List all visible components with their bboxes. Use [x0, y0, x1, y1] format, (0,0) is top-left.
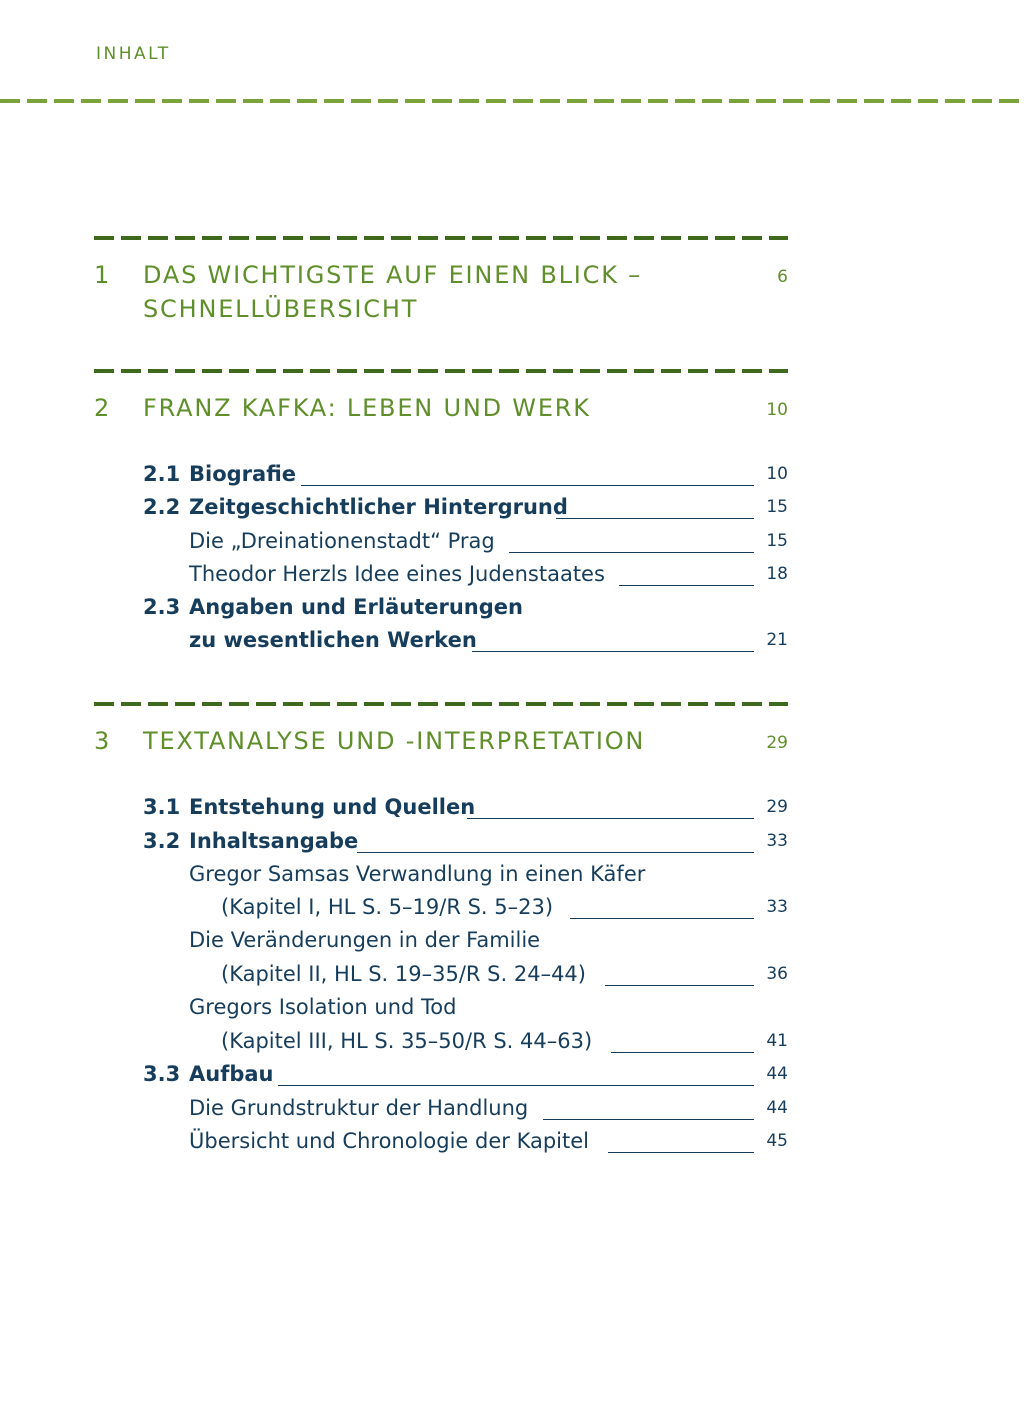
entry-number: 3.3 [143, 1062, 181, 1086]
toc-entry[interactable] [143, 862, 788, 892]
section-title [143, 258, 642, 326]
toc-entry[interactable] [143, 562, 788, 592]
toc-entry[interactable] [143, 529, 788, 559]
entry-label: Übersicht und Chronologie der Kapitel [189, 1129, 589, 1153]
section-number: 2 [94, 394, 110, 422]
entry-number: 2.2 [143, 495, 181, 519]
section-number: 3 [94, 727, 110, 755]
entry-label: zu wesentlichen Werken [189, 628, 477, 652]
toc-entry[interactable] [143, 895, 788, 925]
entry-number: 2.3 [143, 595, 181, 619]
entry-page: 29 [766, 797, 788, 817]
section-divider [94, 702, 788, 706]
toc-entry[interactable] [143, 1029, 788, 1059]
section-divider [94, 236, 788, 240]
entry-page: 10 [766, 464, 788, 484]
toc-entry[interactable] [143, 829, 788, 859]
leader-line [357, 852, 754, 853]
entry-label: Gregor Samsas Verwandlung in einen Käfer [189, 862, 646, 886]
entry-label: Die Veränderungen in der Familie [189, 928, 541, 952]
entry-page: 21 [766, 630, 788, 650]
leader-line [619, 585, 754, 586]
section-divider [94, 369, 788, 373]
leader-line [611, 1052, 754, 1053]
leader-line [301, 485, 754, 486]
entry-page: 15 [766, 531, 788, 551]
toc-entry[interactable] [143, 995, 788, 1025]
entry-page: 36 [766, 964, 788, 984]
section-page-number: 10 [766, 400, 788, 420]
entry-label: (Kapitel II, HL S. 19–35/R S. 24–44) [221, 962, 586, 986]
entry-number: 2.1 [143, 462, 181, 486]
entry-label: Biografie [189, 462, 296, 486]
entry-page: 44 [766, 1098, 788, 1118]
leader-line [608, 1152, 754, 1153]
toc-entry[interactable] [143, 1129, 788, 1159]
section-page-number: 29 [766, 733, 788, 753]
toc-entry[interactable] [143, 928, 788, 958]
entry-page: 33 [766, 897, 788, 917]
toc-entry[interactable] [143, 795, 788, 825]
entry-page: 18 [766, 564, 788, 584]
header-divider [0, 99, 1024, 103]
section-number: 1 [94, 261, 110, 289]
entry-label: (Kapitel III, HL S. 35–50/R S. 44–63) [221, 1029, 593, 1053]
entry-label: (Kapitel I, HL S. 5–19/R S. 5–23) [221, 895, 554, 919]
entry-number: 3.2 [143, 829, 181, 853]
entry-number: 3.1 [143, 795, 181, 819]
entry-page: 44 [766, 1064, 788, 1084]
section-title: FRANZ KAFKA: LEBEN UND WERK [143, 394, 591, 422]
toc-entry[interactable] [143, 962, 788, 992]
leader-line [509, 552, 754, 553]
entry-label: Gregors Isolation und Tod [189, 995, 457, 1019]
toc-entry[interactable] [143, 462, 788, 492]
entry-page: 45 [766, 1131, 788, 1151]
entry-label: Zeitgeschichtlicher Hintergrund [189, 495, 568, 519]
entry-page: 33 [766, 831, 788, 851]
entry-page: 15 [766, 497, 788, 517]
leader-line [570, 918, 754, 919]
toc-entry[interactable] [143, 1062, 788, 1092]
entry-label: Angaben und Erläuterungen [189, 595, 523, 619]
section-title: TEXTANALYSE UND -INTERPRETATION [143, 727, 646, 755]
toc-entry[interactable] [143, 1096, 788, 1126]
entry-page: 41 [766, 1031, 788, 1051]
toc-entry[interactable] [143, 628, 788, 658]
leader-line [472, 651, 754, 652]
leader-line [467, 818, 754, 819]
entry-label: Entstehung und Quellen [189, 795, 476, 819]
leader-line [556, 518, 754, 519]
entry-label: Die „Dreinationenstadt“ Prag [189, 529, 495, 553]
leader-line [278, 1085, 754, 1086]
section-title-line1: DAS WICHTIGSTE AUF EINEN BLICK – [143, 261, 642, 289]
entry-label: Die Grundstruktur der Handlung [189, 1096, 529, 1120]
section-title-line2: SCHNELLÜBERSICHT [143, 295, 419, 323]
page-title: INHALT [96, 44, 171, 64]
leader-line [543, 1119, 754, 1120]
leader-line [605, 985, 754, 986]
entry-label: Theodor Herzls Idee eines Judenstaates [189, 562, 605, 586]
section-page-number: 6 [777, 267, 788, 287]
entry-label: Inhaltsangabe [189, 829, 359, 853]
toc-entry[interactable] [143, 595, 788, 625]
toc-entry[interactable] [143, 495, 788, 525]
entry-label: Aufbau [189, 1062, 274, 1086]
